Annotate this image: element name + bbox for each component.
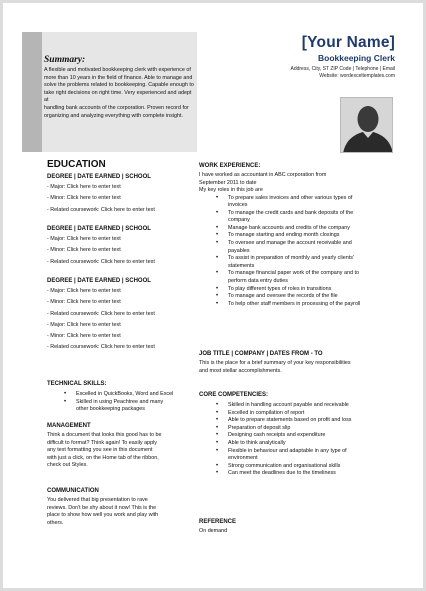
management-title: MANAGEMENT [47,423,91,429]
job-block-title: JOB TITLE | COMPANY | DATES FROM - TO [199,351,323,357]
education-title: EDUCATION [47,159,106,170]
education-entry-line: - Minor: Click here to enter text [47,195,121,202]
education-entry-line: - Related coursework: Click here to enter text [47,310,155,317]
contact-info [291,66,396,80]
education-entry-line: - Related coursework: Click here to enter text [47,344,155,351]
communication-line: place to show how well you work and play with [47,512,159,518]
core-competency-item [199,432,404,440]
education-block-3 [47,278,197,354]
education-block-1 [47,174,197,216]
core-competency-item-text: • Can meet the deadlines due to the timeliness [228,470,336,477]
left-column [47,159,197,170]
education-entry-line: - Major: Click here to enter text [47,236,121,242]
education-entry-line: - Major: Click here to enter text [47,288,121,294]
communication-line: others. [47,519,64,526]
core-competency-item-text: • Strong communication and organisational skills [228,462,341,469]
core-competency-item [199,470,404,478]
work-role-item-text: company [228,217,250,224]
core-competency-item-text: • Skilled in handling account payable and receivable [228,402,349,408]
core-competency-item-text: • Excelled in compilation of report [228,409,305,416]
core-competency-item-text: • Able to think analytically [228,439,286,446]
core-competencies-title: CORE COMPETENCIES: [199,392,269,398]
core-competency-item [199,440,404,448]
work-experience-intro [199,172,399,195]
work-role-item [199,286,399,294]
work-role-item-text: • To play different types of roles in transitions [228,285,332,292]
work-role-item-text: • To oversee and manage the account receivable and [228,240,352,247]
work-role-item [199,255,399,270]
reference-text: On demand [199,528,228,534]
education-block-2-lines [47,234,197,268]
summary-accent-bar [22,32,42,152]
job-block-line: and most stellar accomplishments. [199,367,282,374]
work-role-item-text: • To manage and oversee the records of the file [228,293,338,300]
technical-skill-item [47,399,197,414]
communication-line: You delivered that big presentation to rave [47,497,148,503]
education-entry-line: - Major: Click here to enter text [47,184,121,190]
communication-section [47,488,197,527]
work-role-item-text: payables [228,247,250,254]
education-entry-line: - Related coursework: Click here to enter text [47,206,155,213]
management-line: Think a document that looks this good has to be [47,432,162,438]
core-competency-item [199,417,404,425]
core-competency-item [199,425,404,433]
technical-skill-item [47,391,197,399]
education-entry-line: - Minor: Click here to enter text [47,333,121,340]
job-block-line: This is the place for a brief summary of your key responsibilities [199,360,351,366]
job-block-section [199,351,409,375]
work-role-item-text: invoices [228,202,248,209]
summary-line: solve the problems related to bookkeeping. Capable enough to [44,82,194,89]
work-role-item-text: statements [228,262,255,269]
work-intro-line: My key roles in this job are [199,187,263,193]
core-competencies-list [199,402,404,478]
profile-photo [340,97,393,153]
candidate-job-title: Bookkeeping Clerk [318,53,395,63]
work-role-item-text: • Manage bank accounts and credits of the company [228,224,350,231]
work-role-item-text: perform data entry duties [228,278,288,285]
education-degree-heading: DEGREE | DATE EARNED | SCHOOL [47,278,151,284]
work-roles-list [199,195,399,309]
summary-section [44,55,194,120]
core-competency-item-text: • Able to prepare statements based on profit and loss [228,417,352,424]
work-role-item-text: • To manage the credit cards and bank deposits of the [228,209,354,216]
core-competency-item-text: • Designing cash receipts and expenditure [228,432,326,439]
communication-text [47,497,197,527]
address-line: Address, City, ST ZIP Code | Telephone | Email [290,66,395,72]
technical-skills-list [47,391,197,414]
work-intro-line: September 2011 to date [199,179,257,186]
work-role-item-text: • To help other staff members in processing of the payroll [228,300,361,307]
technical-skill-item-text: other bookkeeping packages [76,406,145,413]
core-competency-item [199,463,404,471]
summary-line: more than 10 years in the field of finance. Able to manage and [44,74,193,81]
core-competency-item-text: • Preparation of deposit slip [228,424,291,431]
work-role-item [199,195,399,210]
education-entry-line: - Major: Click here to enter text [47,321,121,328]
management-section [47,423,197,470]
reference-title: REFERENCE [199,519,237,525]
education-entry-line: - Related coursework: Click here to enter text [47,258,155,265]
work-role-item-text: • To manage starting and ending month closings [228,232,340,239]
work-role-item [199,293,399,301]
summary-title: Summary: [44,55,86,65]
work-role-item-text: • To assist in preparation of monthly and yearly clients' [228,255,354,262]
technical-skill-item-text: • Skilled in using Peachtree and many [76,398,164,405]
summary-line: take right decisions on right time. Very experienced and adept at [44,89,192,104]
education-block-1-lines [47,182,197,216]
work-role-item [199,270,399,285]
work-role-item [199,210,399,225]
communication-line: reviews. Don't be shy about it now! This is the [47,504,157,511]
education-block-2 [47,226,197,268]
technical-skills-section [47,381,197,414]
work-experience-title: WORK EXPERIENCE: [199,163,261,169]
work-role-item [199,240,399,255]
work-role-item-text: • To prepare sales invoices and other various types of [228,194,353,201]
core-competency-item [199,410,404,418]
summary-line: A flexible and motivated bookkeeping clerk with experience of [44,67,191,73]
technical-skills-title: TECHNICAL SKILLS: [47,381,107,387]
education-degree-heading: DEGREE | DATE EARNED | SCHOOL [47,174,151,180]
work-role-item [199,232,399,240]
education-degree-heading: DEGREE | DATE EARNED | SCHOOL [47,226,151,232]
work-role-item-text: • To manage financial paper work of the company and to [228,270,359,277]
communication-title: COMMUNICATION [47,488,99,494]
core-competency-item [199,402,404,410]
summary-line: handling bank accounts of the corporation. Proven record for [44,104,189,111]
work-experience-section [199,163,399,308]
management-line: difficult to format? Think again! To easily apply [47,439,157,446]
work-role-item [199,301,399,309]
core-competency-item-text: environment [228,455,258,462]
job-block-text [199,360,409,375]
website-line: Website: wordexceltemplates.com [319,73,395,79]
summary-text [44,67,194,120]
candidate-name: [Your Name] [301,34,395,51]
management-text [47,432,197,470]
education-entry-line: - Minor: Click here to enter text [47,299,121,306]
person-silhouette-icon [341,98,393,153]
education-entry-line: - Minor: Click here to enter text [47,247,121,254]
core-competency-item [199,448,404,463]
management-line: with just a click, on the Home tab of the ribbon, [47,454,159,461]
core-competency-item-text: • Flexible in behaviour and adaptable in any type of [228,447,347,454]
work-role-item [199,225,399,233]
reference-section [199,519,349,536]
management-line: check out Styles. [47,462,88,468]
core-competencies-section [199,392,404,478]
education-block-3-lines [47,286,197,354]
summary-line: organizing and analyzing everything with complete insight. [44,112,184,119]
management-line: any text formatting you see in this document [47,447,153,453]
technical-skill-item-text: • Excelled in QuickBooks, Word and Excel [76,391,174,397]
work-intro-line: I have worked as accountant in ABC corporation from [199,172,327,178]
